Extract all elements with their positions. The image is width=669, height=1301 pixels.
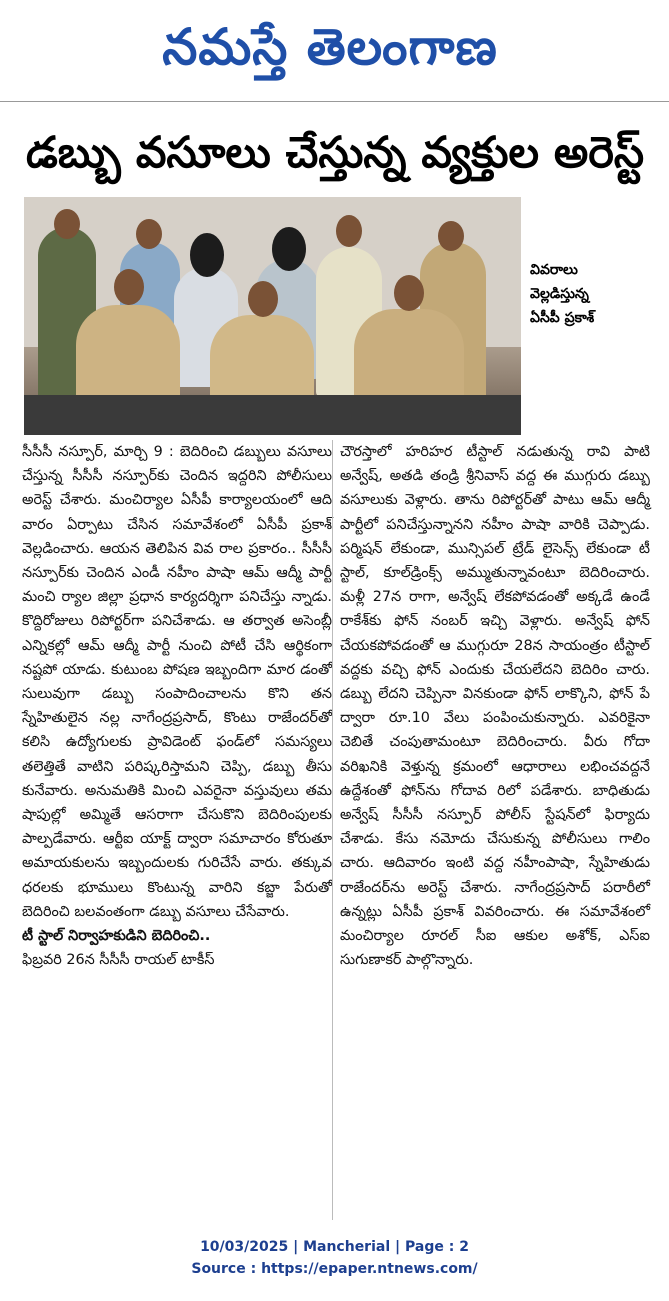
photo-officer — [76, 305, 180, 405]
article-column-right — [340, 440, 650, 972]
photo-officer-head — [114, 269, 144, 305]
photo-person-head — [336, 215, 362, 247]
article-column-left — [22, 440, 332, 972]
photo-table — [24, 395, 521, 435]
masthead-divider — [0, 101, 669, 102]
photo-person-head — [54, 209, 80, 239]
edition-info: 10/03/2025 | Mancherial | Page : 2 — [200, 1239, 469, 1255]
photo-officer-head — [248, 281, 278, 317]
photo-person-hood — [190, 233, 224, 277]
caption-line: వెల్లడిస్తున్న — [530, 286, 589, 302]
photo-caption — [530, 258, 660, 330]
page-footer — [0, 1236, 669, 1280]
photo-officer-head — [394, 275, 424, 311]
article-paragraph: చౌరస్తాలో హరిహర టీస్టాల్ నడుతున్న రావి పాటి అన్వేష్, అతడి తండ్రి శ్రీనివాస్ వద్ద ఈ ముగ్గురు డబ్బు వసూలుకు వెళ్లారు. తాను రిపోర్టర్‌తో పాటు ఆమ్ ఆద్మీ పార్టీలో పనిచేస్తున్నానని నహీం పాషా వారికి చెప్పాడు. పర్మిషన్ లేకుండా, మున్సిపల్ ట్రేడ్ లైసెన్స్ లేకుండా టీ స్టాల్, కూల్‌డ్రింక్స్ అమ్ముతున్నావంటూ బెదిరించారు. మళ్లీ 27న రాగా, అన్వేష్ లేకపోవడంతో అక్కడే ఉండే రాకేశ్‌కు ఫోన్ నంబర్ ఇచ్చి వెళ్లారు. అన్వేష్ ఫోన్ చేయకపోవడంతో ఆ ముగ్గురూ 28న సాయంత్రం టీస్టాల్ వద్దకు వచ్చి ఫోన్ ఎందుకు చేయలేదని బెదిరిం చారు. డబ్బు లేదని చెప్పినా వినకుండా ఫోన్ లాక్కొని, ఫోన్ పే ద్వారా రూ.10 వేలు పంపించుకున్నారు. ఎవరికైనా చెబితే చంపుతామంటూ బెదిరించారు. వీరు గోదా వరిఖనికి వెళ్తున్న క్రమంలో ఆధారాలు లభించవద్దనే ఉద్దేశంతో ఫోన్‌ను గోదావ రిలో పడేశారు. బాధితుడు అన్వేష్ సీసీసీ నస్పూర్ పోలీస్ స్టేషన్‌లో ఫిర్యాదు చేశాడు. కేసు నమోదు చేసుకున్న పోలీసులు గాలిం చారు. ఆదివారం ఇంటి వద్ద నహీంపాషా, స్నేహితుడు రాజేందర్‌ను అరెస్ట్ చేశారు. నాగేంద్రప్రసాద్ పరారీలో ఉన్నట్లు ఏసీపీ ప్రకాశ్ వివరించారు. ఈ సమావేశంలో మంచిర్యాల రూరల్ సీఐ ఆకుల అశోక్, ఎస్ఐ సుగుణాకర్ పాల్గొన్నారు. — [340, 444, 650, 969]
column-divider — [332, 440, 333, 1220]
newspaper-logo: నమస్తే తెలంగాణ — [162, 18, 498, 76]
source-link[interactable]: Source : https://epaper.ntnews.com/ — [191, 1261, 478, 1277]
photo-person-head — [136, 219, 162, 249]
caption-line: వివరాలు — [530, 262, 578, 278]
photo-person-hood — [272, 227, 306, 271]
photo-person-head — [438, 221, 464, 251]
caption-line: ఏసీపీ ప్రకాశ్ — [530, 310, 595, 326]
article-headline: డబ్బు వసూలు చేస్తున్న వ్యక్తుల అరెస్ట్ — [25, 128, 645, 178]
article-paragraph: ఫిబ్రవరి 26న సీసీసీ రాయల్ టాకీస్ — [22, 952, 215, 969]
news-photo — [24, 197, 521, 435]
masthead — [0, 0, 669, 100]
article-subheading: టీ స్టాల్ నిర్వాహకుడిని బెదిరించి.. — [22, 928, 211, 945]
article-paragraph: సీసీసీ నస్పూర్, మార్చి 9 : బెదిరించి డబ్బులు వసూలు చేస్తున్న సీసీసీ నస్పూర్‌కు చెందిన ఇద్దరిని పోలీసులు అరెస్ట్ చేశారు. మంచిర్యాల ఏసీపీ కార్యాలయంలో ఆది వారం ఏర్పాటు చేసిన సమావేశంలో ఏసీపీ ప్రకాశ్ వెల్లడించారు. ఆయన తెలిపిన వివ రాల ప్రకారం.. సీసీసీ నస్పూర్‌కు చెందిన ఎండీ నహీం పాషా ఆమ్ ఆద్మీ పార్టీ మంచి ర్యాల జిల్లా ప్రధాన కార్యదర్శిగా పనిచేస్తు న్నాడు. కొద్దిరోజులు రిపోర్టర్‌గా పనిచేశాడు. ఆ తర్వాత అసెంబ్లీ ఎన్నికల్లో ఆమ్ ఆద్మీ పార్టీ నుంచి పోటీ చేసి ఆర్థికంగా నష్టపో యాడు. కుటుంబ పోషణ ఇబ్బందిగా మార డంతో సులువుగా డబ్బు సంపాదించాలను కొని తన స్నేహితులైన నల్ల నాగేంద్రప్రసాద్, కొంటు రాజేందర్‌తో కలిసి ఉద్యోగులకు ప్రావిడెంట్ ఫండ్‌లో సమస్యలు తలెత్తితే వాటిని పరిష్కరిస్తామని చెప్పి, డబ్బు తీసు కునేవారు. అనుమతికి మించి ఎవరైనా వస్తువులు తమ షాపుల్లో అమ్మితే ఆసరాగా చేసుకొని బెదిరింపులకు పాల్పడేవారు. ఆర్టీఐ యాక్ట్ ద్వారా సమాచారం కోరుతూ అమాయకులను ఇబ్బందులకు గురిచేసే వారు. తక్కువ ధరలకు భూములు కొంటున్న వారిని కబ్జా పేరుతో బెదిరించి బలవంతంగా డబ్బు వసూలు చేసేవారు. — [22, 444, 332, 920]
photo-officer — [210, 315, 314, 405]
photo-officer — [354, 309, 464, 405]
